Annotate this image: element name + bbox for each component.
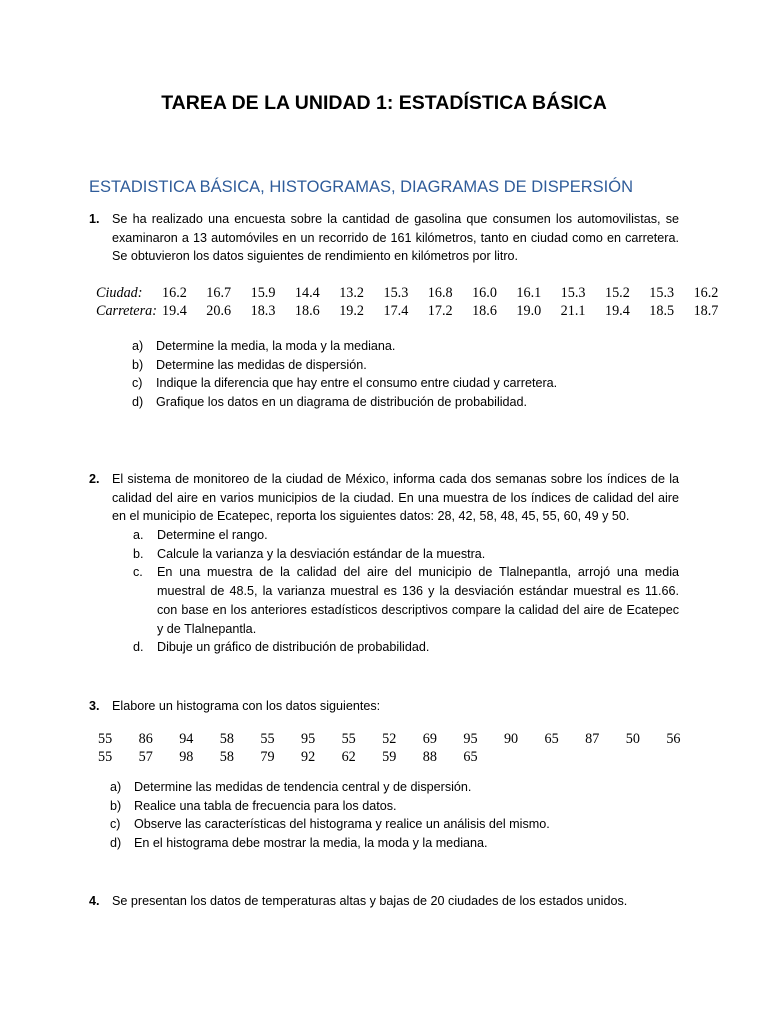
table-cell: 88 <box>422 749 437 765</box>
table-cell: 16.2 <box>693 285 719 301</box>
item-label: a) <box>132 339 144 353</box>
table-cell: 16.8 <box>427 285 453 301</box>
table-row <box>96 748 705 766</box>
list-item <box>133 638 679 657</box>
table-cell: 59 <box>382 749 397 765</box>
table-cell: 55 <box>260 731 275 747</box>
table-cell: 52 <box>382 731 397 747</box>
table-cell: 19.2 <box>339 303 365 319</box>
list-item <box>110 815 550 834</box>
list-item <box>133 545 679 564</box>
table-cell: 19.4 <box>604 303 630 319</box>
table-cell: 13.2 <box>339 285 365 301</box>
table-cell: 15.3 <box>649 285 675 301</box>
table-cell: 55 <box>341 731 356 747</box>
question-2 <box>89 470 679 526</box>
table-cell: 55 <box>98 731 113 747</box>
table-cell: 15.3 <box>560 285 586 301</box>
table-cell: 18.7 <box>693 303 719 319</box>
table-cell: 16.1 <box>516 285 542 301</box>
table-cell: 55 <box>98 749 113 765</box>
item-label: b) <box>132 357 144 372</box>
list-item <box>132 374 557 393</box>
row-label: Ciudad: <box>96 285 143 301</box>
table-cell: 16.2 <box>162 285 187 301</box>
question-4 <box>89 892 679 911</box>
document-title: TAREA DE LA UNIDAD 1: ESTADÍSTICA BÁSICA <box>161 92 607 114</box>
item-text: Calcule la varianza y la desviación estándar de la muestra. <box>157 546 486 561</box>
table-cell: 62 <box>341 749 356 765</box>
item-text: En una muestra de la calidad del aire del municipio de Tlalnepantla, arrojó una media muestral de 48.5, la varianza muestral es 136 y la desviación estándar muestral es 11.66. con base en los anteriores estadísticos descriptivos compare la calidad del aire de Ecatepec y de Tlalnepantla. <box>157 565 679 636</box>
table-cell: 14.4 <box>294 285 320 301</box>
table-cell: 19.4 <box>162 303 187 319</box>
table-cell: 16.7 <box>206 285 232 301</box>
table-cell: 58 <box>219 749 234 765</box>
table-cell: 94 <box>179 731 194 747</box>
item-text: Determine la media, la moda y la mediana. <box>156 339 396 353</box>
list-item <box>110 834 550 853</box>
question-2-items <box>133 526 679 657</box>
table-cell: 65 <box>463 749 478 765</box>
item-text: Observe las características del histograma y realice un análisis del mismo. <box>134 817 550 832</box>
question-number: 2. <box>89 472 100 486</box>
table-cell: 16.0 <box>472 285 497 301</box>
table-cell: 20.6 <box>206 303 232 319</box>
item-label: d) <box>110 836 122 851</box>
item-text: Indique la diferencia que hay entre el consumo entre ciudad y carretera. <box>156 376 558 391</box>
table-cell: 98 <box>179 749 194 765</box>
table-cell: 79 <box>260 749 275 765</box>
item-label: b. <box>133 546 144 561</box>
table-cell: 90 <box>503 731 519 747</box>
table-cell: 18.3 <box>250 303 276 319</box>
list-item <box>132 337 557 356</box>
question-3-items <box>110 778 550 853</box>
item-text: Grafique los datos en un diagrama de distribución de probabilidad. <box>156 395 528 410</box>
table-cell: 87 <box>585 731 600 747</box>
question-1 <box>89 210 679 266</box>
table-cell: 69 <box>422 731 437 747</box>
table-cell: 58 <box>219 731 234 747</box>
row-label: Carretera: <box>96 303 157 319</box>
table-cell: 95 <box>463 731 478 747</box>
table-cell: 95 <box>300 731 316 747</box>
section-heading: ESTADISTICA BÁSICA, HISTOGRAMAS, DIAGRAMAS DE DISPERSIÓN <box>89 178 634 196</box>
list-item <box>133 526 679 545</box>
question-number: 3. <box>89 699 100 713</box>
item-label: a) <box>110 780 122 794</box>
question-3 <box>89 697 679 716</box>
table-cell: 15.2 <box>604 285 630 301</box>
list-item <box>132 393 557 412</box>
table-row <box>96 302 738 320</box>
table-cell: 21.1 <box>560 303 586 319</box>
list-item <box>132 356 557 375</box>
question-text: Se presentan los datos de temperaturas altas y bajas de 20 ciudades de los estados unidos. <box>112 894 628 908</box>
item-label: b) <box>110 798 122 813</box>
item-text: En el histograma debe mostrar la media, la moda y la mediana. <box>134 836 488 851</box>
table-row <box>96 730 705 748</box>
item-label: d) <box>132 395 144 410</box>
table-cell: 18.5 <box>649 303 675 319</box>
item-text: Realice una tabla de frecuencia para los datos. <box>134 798 397 813</box>
list-item <box>110 778 550 797</box>
item-label: a. <box>133 528 144 542</box>
table-cell: 17.4 <box>383 303 409 319</box>
table-cell: 18.6 <box>472 303 497 319</box>
list-item <box>133 563 679 638</box>
item-text: Determine el rango. <box>157 528 268 542</box>
question-text: Elabore un histograma con los datos siguientes: <box>112 699 381 713</box>
table-cell: 86 <box>138 731 153 747</box>
table-cell: 15.9 <box>250 285 276 301</box>
histogram-data-table <box>96 730 705 766</box>
table-cell: 56 <box>666 731 681 747</box>
item-label: c. <box>133 565 143 580</box>
question-number: 1. <box>89 212 100 226</box>
table-cell: 65 <box>544 731 559 747</box>
item-label: c) <box>132 376 143 391</box>
question-text: Se ha realizado una encuesta sobre la cantidad de gasolina que consumen los automovilistas, se examinaron a 13 automóviles en un recorrido de 161 kilómetros, tanto en ciudad como en carretera. Se obtuvieron los datos siguientes de rendimiento en kilómetros por litro. <box>112 212 679 264</box>
question-text: El sistema de monitoreo de la ciudad de México, informa cada dos semanas sobre los índices de la calidad del aire en varios municipios de la ciudad. En una muestra de los índices de calidad del aire en el municipio de Ecatepec, reporta los siguientes datos: 28, 42, 58, 48, 45, 55, 60, 49 y 50. <box>112 472 679 524</box>
question-1-items <box>132 337 557 412</box>
table-row <box>96 284 738 302</box>
table-cell: 19.0 <box>516 303 542 319</box>
item-text: Dibuje un gráfico de distribución de probabilidad. <box>157 640 430 655</box>
item-label: c) <box>110 817 121 832</box>
table-cell: 15.3 <box>383 285 409 301</box>
table-cell: 18.6 <box>294 303 320 319</box>
question-number: 4. <box>89 894 100 908</box>
mileage-table <box>96 284 738 320</box>
list-item <box>110 797 550 816</box>
table-cell: 92 <box>300 749 316 765</box>
item-text: Determine las medidas de dispersión. <box>156 357 367 372</box>
table-cell: 50 <box>625 731 640 747</box>
table-cell: 17.2 <box>427 303 453 319</box>
table-cell: 57 <box>138 749 153 765</box>
item-label: d. <box>133 640 144 655</box>
item-text: Determine las medidas de tendencia central y de dispersión. <box>134 780 472 794</box>
